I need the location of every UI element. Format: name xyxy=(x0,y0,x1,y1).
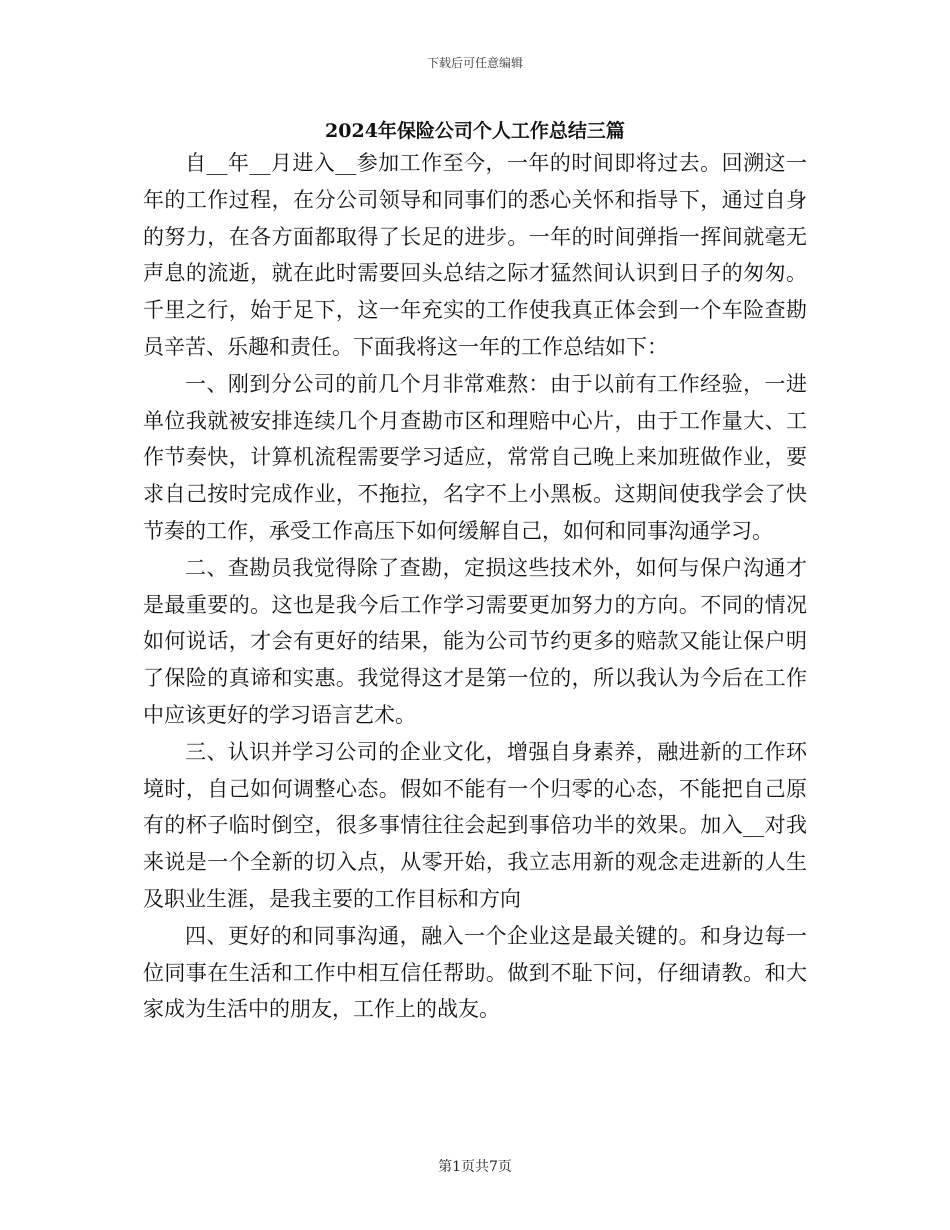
document-title: 2024年保险公司个人工作总结三篇 xyxy=(325,120,625,142)
paragraph-section-4: 四、更好的和同事沟通，融入一个企业这是最关键的。和身边每一位同事在生活和工作中相互信任帮助。做到不耻下问，仔细请教。和大家成为生活中的朋友，工作上的战友。 xyxy=(143,923,807,1022)
page-number-footer: 第1页共7页 xyxy=(438,1159,512,1175)
paragraph-section-3: 三、认识并学习公司的企业文化，增强自身素养，融进新的工作环境时，自己如何调整心态。假如不能有一个归零的心态，不能把自己原有的杯子临时倒空，很多事情往往会起到事倍功半的效果。加入__对我来说是一个全新的切入点，从零开始，我立志用新的观念走进新的人生及职业生涯，是我主要的工作目标和方向 xyxy=(143,739,807,911)
document-body xyxy=(143,145,807,1028)
paragraph-intro: 自__年__月进入__参加工作至今，一年的时间即将过去。回溯这一年的工作过程，在分公司领导和同事们的悉心关怀和指导下，通过自身的努力，在各方面都取得了长足的进步。一年的时间弹指一挥间就毫无声息的流逝，就在此时需要回头总结之际才猛然间认识到日子的匆匆。千里之行，始于足下，这一年充实的工作使我真正体会到一个车险查勘员辛苦、乐趣和责任。下面我将这一年的工作总结如下： xyxy=(143,151,807,359)
paragraph-section-1: 一、刚到分公司的前几个月非常难熬：由于以前有工作经验，一进单位我就被安排连续几个月查勘市区和理赔中心片，由于工作量大、工作节奏快，计算机流程需要学习适应，常常自己晚上来加班做作业，要求自己按时完成作业，不拖拉，名字不上小黑板。这期间使我学会了快节奏的工作，承受工作高压下如何缓解自己，如何和同事沟通学习。 xyxy=(143,371,807,543)
paragraph-section-2: 二、查勘员我觉得除了查勘，定损这些技术外，如何与保户沟通才是最重要的。这也是我今后工作学习需要更加努力的方向。不同的情况如何说话，才会有更好的结果，能为公司节约更多的赔款又能让保户明了保险的真谛和实惠。我觉得这才是第一位的，所以我认为今后在工作中应该更好的学习语言艺术。 xyxy=(143,555,807,727)
header-note: 下载后可任意编辑 xyxy=(426,56,523,70)
